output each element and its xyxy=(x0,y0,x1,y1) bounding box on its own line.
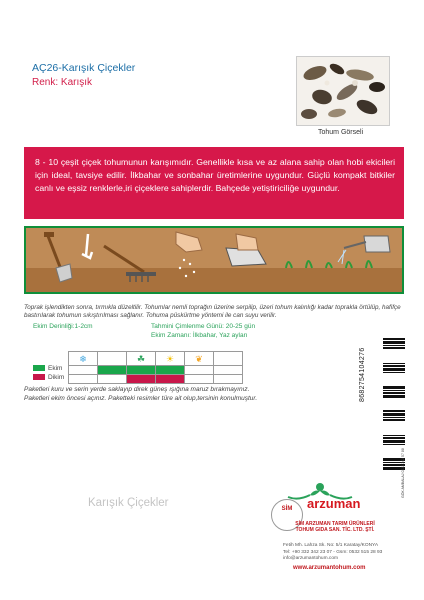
barcode-bar xyxy=(383,440,405,443)
spacer-cell xyxy=(214,352,243,366)
sowing-cell xyxy=(127,366,156,375)
barcode-bar xyxy=(383,363,405,364)
barcode-bar xyxy=(383,395,405,398)
note-line: Paketleri kuru ve serin yerde saklayıp direk güneş ışığına maruz bırakmayınız. xyxy=(24,386,250,393)
barcode-bar xyxy=(383,368,405,371)
product-name-watermark: Karışık Çiçekler xyxy=(88,497,169,509)
color-label: Renk: Karışık xyxy=(32,77,93,88)
barcode-bar xyxy=(383,437,405,439)
planting-cell xyxy=(214,375,243,384)
planting-cell xyxy=(127,375,156,384)
barcode-bar xyxy=(383,345,405,346)
barcode-bar xyxy=(383,372,405,373)
sowing-cell xyxy=(98,366,127,375)
legend-planting-label: Dikim xyxy=(48,374,65,381)
barcode-bar xyxy=(383,435,405,436)
planting-cell xyxy=(69,375,98,384)
legend-planting xyxy=(33,374,64,381)
seeds-illustration xyxy=(297,57,389,125)
planting-cell xyxy=(185,375,214,384)
leaf-icon: ❦ xyxy=(185,352,214,366)
seed-photo-caption: Tohum Görseli xyxy=(318,129,364,136)
sowing-cell xyxy=(185,366,214,375)
barcode-bar xyxy=(383,390,405,391)
sowing-depth: Ekim Derinliği:1-2cm xyxy=(33,323,93,330)
barcode-bar xyxy=(383,365,405,367)
company-name xyxy=(277,521,393,533)
barcode-bar xyxy=(383,338,405,340)
company-address: Fetih Mh. Lahza Sk. No: 5/1 Karatay/KONYA xyxy=(283,543,379,548)
planting-cell xyxy=(98,375,127,384)
barcode-bar xyxy=(383,347,405,349)
press-soil-icon xyxy=(226,234,266,266)
sun-icon: ☀ xyxy=(156,352,185,366)
company-name-line2: TOHUM GIDA SAN. TİC. LTD. ŞTİ. xyxy=(295,527,375,533)
step-instructions: Toprak işlendikten sonra, tırmıkla düzeltilir. Tohumlar nemli toprağın üzerine serpilip, üzeri tohum kalınlığı kadar toprakla örtülüp, hafifçe bastırılarak tohumun sıkıştırılması sağlanır. Tohuma püskürtme yöntemi ile can suyu verilir. xyxy=(24,304,401,319)
barcode-bar xyxy=(383,413,405,416)
sowing-steps-illustration xyxy=(24,226,404,294)
sowing-cell xyxy=(214,366,243,375)
product-code-title: AÇ26-Karışık Çiçekler xyxy=(32,62,136,74)
barcode-bar xyxy=(383,417,405,418)
printer-code: GÖK AMBALAJ 0332 342 57 88 xyxy=(401,448,405,498)
germination-days: Tahmini Çimlenme Günü: 20-25 gün xyxy=(151,323,256,330)
barcode-bar xyxy=(383,386,405,389)
barcode-bar xyxy=(383,341,405,344)
sowing-swatch xyxy=(33,365,45,371)
snowflake-icon: ❄ xyxy=(69,352,98,366)
barcode-bar xyxy=(383,392,405,394)
sowing-cell xyxy=(156,366,185,375)
barcode-bar xyxy=(383,410,405,412)
barcode-number: 8682754104276 xyxy=(359,347,366,402)
spacer-cell xyxy=(98,352,127,366)
company-website[interactable]: www.arzumantohum.com xyxy=(293,565,366,571)
seedlings-icon xyxy=(286,261,372,268)
barcode-bar xyxy=(383,444,405,445)
company-phone: Tel: +90 332 342 23 07 - Gsm: 0532 515 28 93 xyxy=(283,549,383,555)
seed-photo xyxy=(296,56,390,126)
barcode-bar xyxy=(383,419,405,421)
planting-cell xyxy=(156,375,185,384)
storage-notes xyxy=(24,385,354,403)
planting-swatch xyxy=(33,374,45,380)
brand-name: arzuman xyxy=(307,496,361,511)
legend-sowing-label: Ekim xyxy=(48,365,63,372)
sowing-calendar xyxy=(68,351,243,384)
note-line: Paketleri ekim öncesi açınız. Paketteki resimler türe ait olup,tersinin konulmuştur. xyxy=(24,395,258,402)
description-box: 8 - 10 çeşit çiçek tohumunun karışımıdır. Genellikle kısa ve az alana sahip olan hobi ekicileri için ideal, tavsiye edilir. İlkbahar ve sonbahar üretimlerine uygundur. Güçlü kompakt bitkiler canlı ve eşsiz renklerle,iri çiçeklere sahiplerdir. Bahçede yetiştiriciliğe uygundur. xyxy=(24,147,404,219)
seal-letters: SİM xyxy=(281,506,293,512)
company-name-line1: SİM ARZUMAN TARIM ÜRÜNLERİ xyxy=(295,521,375,527)
company-email: info@arzumantohum.com xyxy=(283,556,338,561)
sprout-icon: ☘ xyxy=(127,352,156,366)
company-contact xyxy=(283,543,382,563)
legend-sowing xyxy=(33,365,62,372)
sowing-cell xyxy=(69,366,98,375)
watering-can-icon xyxy=(338,236,390,264)
sowing-time: Ekim Zamanı: İlkbahar, Yaz ayları xyxy=(151,332,248,339)
